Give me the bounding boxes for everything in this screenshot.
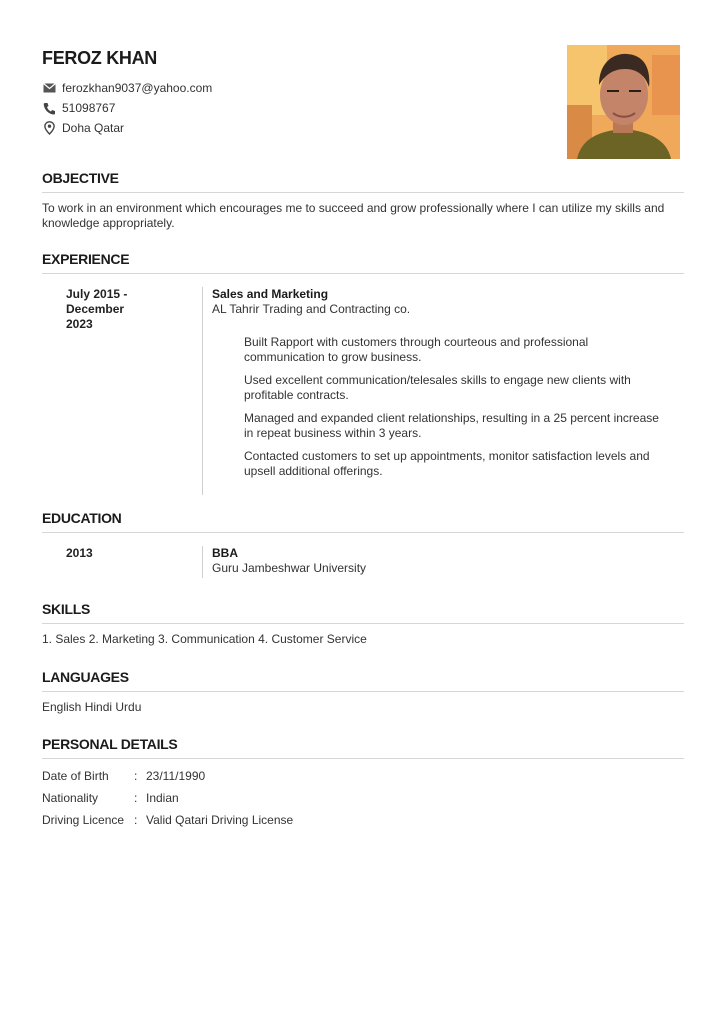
experience-date: July 2015 - December 2023 [66, 287, 128, 331]
detail-row-licence [42, 809, 684, 831]
detail-row-nationality [42, 787, 684, 809]
section-divider [42, 691, 684, 692]
experience-body [202, 287, 684, 495]
experience-entry [42, 287, 684, 495]
detail-value: Indian [146, 791, 179, 805]
skills-section [42, 601, 684, 647]
objective-section [42, 170, 684, 231]
education-heading: EDUCATION [42, 510, 122, 526]
education-section [42, 510, 684, 578]
skills-text: 1. Sales 2. Marketing 3. Communication 4. Customer Service [42, 632, 367, 646]
candidate-name: FEROZ KHAN [42, 48, 157, 68]
experience-role: Sales and Marketing [212, 287, 329, 301]
profile-photo [567, 45, 680, 159]
detail-label: Date of Birth [42, 769, 109, 783]
languages-heading: LANGUAGES [42, 669, 129, 685]
section-divider [42, 532, 684, 533]
education-body [202, 546, 684, 578]
envelope-icon [42, 81, 56, 95]
detail-separator: : [134, 791, 138, 805]
email-text: ferozkhan9037@yahoo.com [62, 81, 213, 95]
experience-heading: EXPERIENCE [42, 251, 130, 267]
list-item: Managed and expanded client relationships, resulting in a 25 percent increase in repeat business within 3 years. [244, 411, 659, 440]
detail-value: 23/11/1990 [146, 769, 206, 783]
list-item: Contacted customers to set up appointments, monitor satisfaction levels and upsell additional offerings. [244, 449, 650, 478]
detail-separator: : [134, 813, 138, 827]
languages-section [42, 669, 684, 715]
list-item: Built Rapport with customers through courteous and professional communication to grow business. [244, 335, 589, 364]
section-divider [42, 273, 684, 274]
phone-text: 51098767 [62, 101, 116, 115]
education-entry [42, 546, 684, 578]
experience-section [42, 251, 684, 495]
detail-value: Valid Qatari Driving License [146, 813, 294, 827]
objective-heading: OBJECTIVE [42, 170, 119, 186]
experience-company: AL Tahrir Trading and Contracting co. [212, 302, 411, 316]
location-text: Doha Qatar [62, 121, 125, 135]
detail-label: Nationality [42, 791, 99, 805]
detail-separator: : [134, 769, 138, 783]
section-divider [42, 192, 684, 193]
education-school: Guru Jambeshwar University [212, 561, 367, 575]
education-year: 2013 [66, 546, 93, 560]
skills-heading: SKILLS [42, 601, 90, 617]
detail-row-dob [42, 765, 684, 787]
experience-bullets [212, 335, 684, 479]
languages-text: English Hindi Urdu [42, 700, 142, 714]
section-divider [42, 623, 684, 624]
phone-icon [42, 101, 56, 115]
personal-details-heading: PERSONAL DETAILS [42, 736, 178, 752]
personal-details-table [42, 765, 684, 831]
education-degree: BBA [212, 546, 238, 560]
list-item: Used excellent communication/telesales skills to engage new clients with profitable contracts. [244, 373, 631, 402]
objective-text: To work in an environment which encourages me to succeed and grow professionally where I can utilize my skills and knowledge appropriately. [42, 201, 665, 230]
map-pin-icon [42, 121, 56, 135]
personal-details-section [42, 736, 684, 831]
section-divider [42, 758, 684, 759]
detail-label: Driving Licence [42, 813, 125, 827]
